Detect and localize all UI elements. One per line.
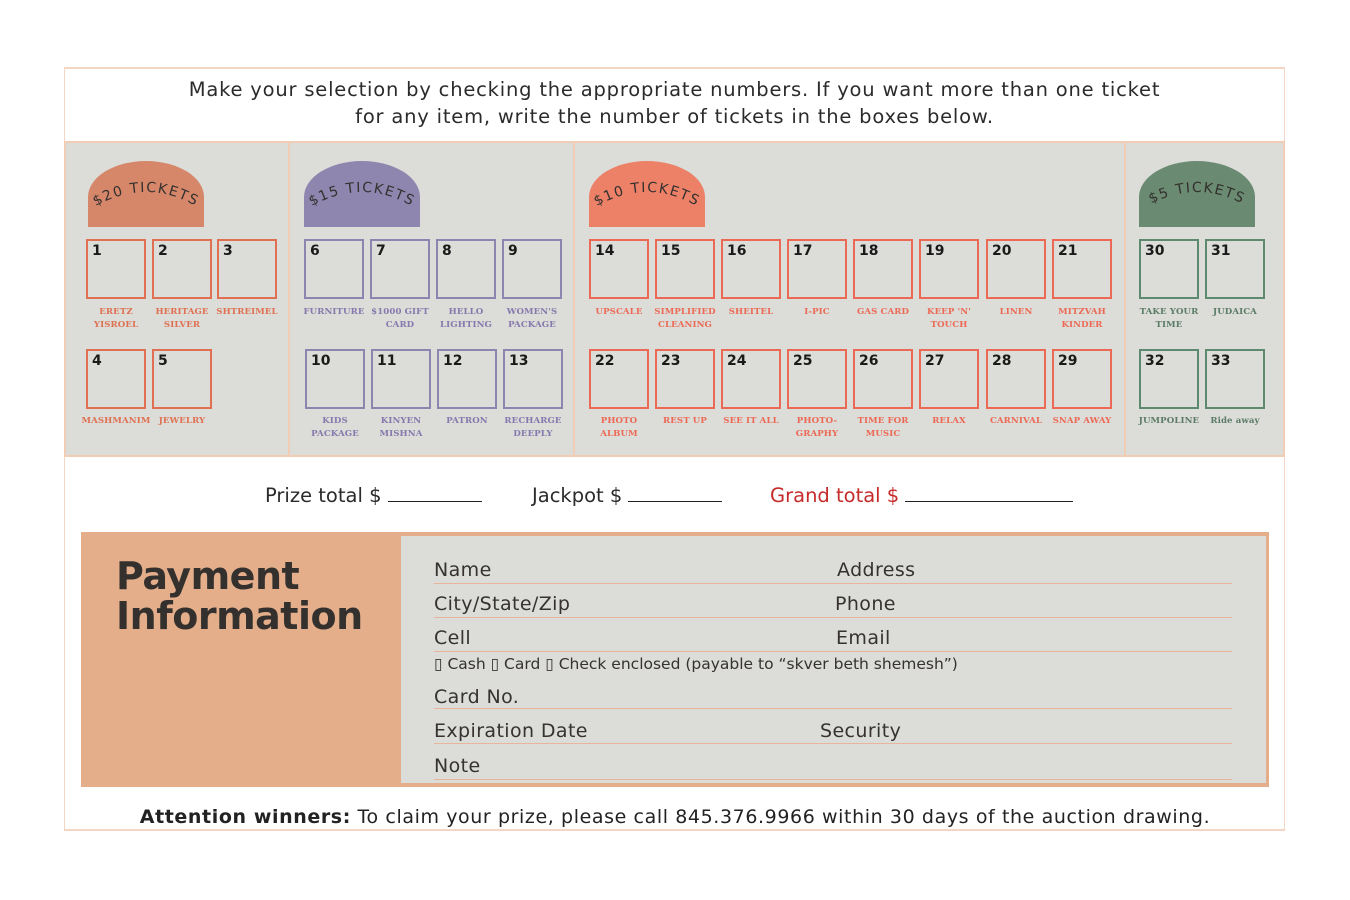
ticket-box-22[interactable]: 22 [589, 349, 649, 409]
security-label: Security [820, 720, 902, 742]
ticket-box-15[interactable]: 15 [655, 239, 715, 299]
ticket-box-26[interactable]: 26 [853, 349, 913, 409]
prize-label-7: $1000 GIFT CARD [371, 307, 429, 330]
payment-title [116, 556, 363, 636]
ticket-box-13[interactable]: 13 [503, 349, 563, 409]
attention-bold: Attention winners: [139, 806, 351, 828]
ticket-box-1[interactable]: 1 [86, 239, 146, 299]
tab-10-tickets [589, 161, 705, 227]
prize-label-25: PHOTO-GRAPHY [795, 416, 839, 439]
prize-label-20: LINEN [999, 307, 1033, 317]
ticket-box-32[interactable]: 32 [1139, 349, 1199, 409]
prize-label-17: I-PIC [804, 307, 830, 317]
jackpot-field[interactable] [628, 484, 722, 502]
ticket-box-11[interactable]: 11 [371, 349, 431, 409]
prize-label-32: JUMPOLINE [1138, 416, 1200, 426]
ticket-box-17[interactable]: 17 [787, 239, 847, 299]
section-10-tickets [575, 143, 1126, 455]
address-label: Address [837, 559, 916, 581]
prize-label-9: WOMEN'S PACKAGE [506, 307, 558, 330]
prize-label-13: RECHARGE DEEPLY [504, 416, 562, 439]
svg-text:$20 TICKETS [90, 180, 202, 210]
name-address-field[interactable] [434, 583, 1232, 584]
ticket-box-23[interactable]: 23 [655, 349, 715, 409]
tab-5-tickets [1139, 161, 1255, 227]
tab-15-tickets [304, 161, 420, 227]
prize-label-24: SEE IT ALL [723, 416, 779, 426]
ticket-box-10[interactable]: 10 [305, 349, 365, 409]
prize-label-29: SNAP AWAY [1052, 416, 1112, 426]
ticket-box-29[interactable]: 29 [1052, 349, 1112, 409]
payment-form [401, 536, 1266, 783]
city-state-zip-label: City/State/Zip [434, 593, 571, 615]
card-number-label: Card No. [434, 686, 520, 708]
cell-label: Cell [434, 627, 472, 649]
instructions [64, 76, 1285, 130]
ticket-box-19[interactable]: 19 [919, 239, 979, 299]
prize-label-27: RELAX [932, 416, 966, 426]
tab-20-label: $20 TICKETS [90, 179, 202, 210]
ticket-box-24[interactable]: 24 [721, 349, 781, 409]
grand-total [770, 484, 1073, 507]
prize-label-28: CARNIVAL [989, 416, 1043, 426]
ticket-box-21[interactable]: 21 [1052, 239, 1112, 299]
prize-label-21: MITZVAH KINDER [1058, 307, 1106, 330]
ticket-box-9[interactable]: 9 [502, 239, 562, 299]
prize-label-23: REST UP [663, 416, 707, 426]
payment-methods[interactable]: ▯ Cash ▯ Card ▯ Check enclosed (payable to “skver beth shemesh”) [434, 655, 958, 673]
svg-text:$15 TICKETS [306, 180, 418, 210]
section-15-tickets [290, 143, 575, 455]
ticket-box-7[interactable]: 7 [370, 239, 430, 299]
tab-5-label: $5 TICKETS [1146, 179, 1248, 208]
ticket-box-16[interactable]: 16 [721, 239, 781, 299]
prize-label-10: KIDS PACKAGE [311, 416, 359, 439]
svg-text:$5 TICKETS [1146, 180, 1247, 207]
grand-total-field[interactable] [905, 484, 1073, 502]
card-number-field[interactable] [434, 708, 1232, 709]
prize-label-6: FURNITURE [303, 307, 365, 317]
ticket-box-5[interactable]: 5 [152, 349, 212, 409]
tab-20-tickets [88, 161, 204, 227]
note-field[interactable] [434, 779, 1232, 780]
email-label: Email [836, 627, 891, 649]
cell-email-field[interactable] [434, 651, 1232, 652]
top-rule [64, 67, 1285, 69]
prize-label-2: HERITAGE SILVER [155, 307, 209, 330]
prize-label-8: HELLO LIGHTING [440, 307, 492, 330]
ticket-box-25[interactable]: 25 [787, 349, 847, 409]
ticket-box-30[interactable]: 30 [1139, 239, 1199, 299]
expiration-date-label: Expiration Date [434, 720, 588, 742]
prize-total-field[interactable] [388, 484, 482, 502]
grand-total-label: Grand total $ [770, 484, 900, 507]
expiration-security-field[interactable] [434, 743, 1232, 744]
section-20-tickets [72, 143, 290, 455]
payment-title-line-2: Information [116, 594, 363, 638]
phone-label: Phone [835, 593, 896, 615]
tab-15-label: $15 TICKETS [306, 179, 418, 210]
ticket-box-31[interactable]: 31 [1205, 239, 1265, 299]
ticket-box-8[interactable]: 8 [436, 239, 496, 299]
prize-label-14: UPSCALE [595, 307, 643, 317]
ticket-box-6[interactable]: 6 [304, 239, 364, 299]
ticket-box-2[interactable]: 2 [152, 239, 212, 299]
name-label: Name [434, 559, 492, 581]
ticket-box-3[interactable]: 3 [217, 239, 277, 299]
instructions-line-1: Make your selection by checking the appropriate numbers. If you want more than one ticket [188, 78, 1161, 101]
prize-label-12: PATRON [446, 416, 488, 426]
prize-label-26: TIME FOR MUSIC [857, 416, 909, 439]
ticket-box-20[interactable]: 20 [986, 239, 1046, 299]
prize-label-31: JUDAICA [1213, 307, 1257, 317]
jackpot [532, 484, 722, 507]
prize-label-30: TAKE YOUR TIME [1139, 307, 1199, 330]
prize-label-22: PHOTO ALBUM [600, 416, 638, 439]
prize-label-19: KEEP 'N' TOUCH [927, 307, 971, 330]
svg-text:$10 TICKETS [591, 180, 703, 210]
prize-label-18: GAS CARD [856, 307, 910, 317]
prize-label-11: KINYEN MISHNA [379, 416, 423, 439]
prize-total-label: Prize total $ [265, 484, 382, 507]
tab-10-label: $10 TICKETS [591, 179, 703, 210]
payment-title-line-1: Payment [116, 554, 300, 598]
payment-section [81, 532, 1269, 787]
prize-label-3: SHTREIMEL [216, 307, 278, 317]
ticket-box-27[interactable]: 27 [919, 349, 979, 409]
ticket-grid [64, 141, 1285, 457]
note-label: Note [434, 755, 481, 777]
prize-label-15: SIMPLIFIED CLEANING [654, 307, 716, 330]
prize-label-1: ERETZ YISROEL [93, 307, 139, 330]
prize-label-4: MASHMANIM [81, 416, 151, 426]
ticket-box-18[interactable]: 18 [853, 239, 913, 299]
ticket-box-4[interactable]: 4 [86, 349, 146, 409]
city-phone-field[interactable] [434, 617, 1232, 618]
prize-label-16: SHEITEL [728, 307, 774, 317]
prize-label-33: Ride away [1210, 416, 1260, 426]
ticket-box-12[interactable]: 12 [437, 349, 497, 409]
prize-total [265, 484, 482, 507]
prize-label-5: JEWELRY [158, 416, 206, 426]
jackpot-label: Jackpot $ [532, 484, 623, 507]
ticket-box-14[interactable]: 14 [589, 239, 649, 299]
section-5-tickets [1126, 143, 1283, 455]
attention-notice [0, 806, 1350, 828]
ticket-box-28[interactable]: 28 [986, 349, 1046, 409]
ticket-box-33[interactable]: 33 [1205, 349, 1265, 409]
attention-text: To claim your prize, please call 845.376.9966 within 30 days of the auction drawing. [350, 806, 1211, 828]
instructions-line-2: for any item, write the number of tickets in the boxes below. [355, 105, 994, 128]
